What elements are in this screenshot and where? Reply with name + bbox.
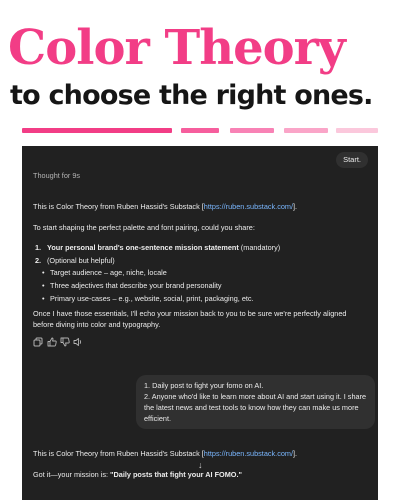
thumbs-up-icon[interactable] bbox=[47, 337, 57, 347]
bullet-item: • Target audience – age, niche, locale bbox=[42, 268, 167, 277]
mission-statement: "Daily posts that fight your AI FOMO." bbox=[110, 470, 242, 479]
palette-bar-2 bbox=[181, 128, 219, 133]
hero-title: Color Theory bbox=[8, 20, 345, 76]
substack-link[interactable]: https://ruben.substack.com/ bbox=[203, 202, 294, 211]
question-2-number: 2. bbox=[35, 256, 42, 265]
bullet-text: Three adjectives that describe your brand personality bbox=[50, 281, 222, 290]
intro-text-end: ]. bbox=[293, 449, 298, 458]
question-2 bbox=[35, 255, 370, 266]
mission-text: Got it—your mission is: bbox=[33, 470, 111, 479]
question-2-text: (Optional but helpful) bbox=[47, 256, 115, 265]
substack-link[interactable]: https://ruben.substack.com/ bbox=[203, 449, 294, 458]
bullet-item: • Primary use-cases – e.g., website, social, print, packaging, etc. bbox=[42, 294, 254, 303]
hero-subtitle: to choose the right ones. bbox=[10, 80, 373, 111]
copy-icon[interactable] bbox=[33, 337, 43, 347]
question-1-bold: Your personal brand's one-sentence mission statement bbox=[47, 243, 239, 252]
palette-bar-4 bbox=[284, 128, 328, 133]
speaker-icon[interactable] bbox=[73, 337, 83, 347]
bullet-item: • Three adjectives that describe your brand personality bbox=[42, 281, 222, 290]
intro-text-end: ]. bbox=[293, 202, 298, 211]
palette-bar-5 bbox=[336, 128, 378, 133]
bullet-text: Target audience – age, niche, locale bbox=[50, 268, 167, 277]
thumbs-down-icon[interactable] bbox=[60, 337, 70, 347]
intro-text: This is Color Theory from Ruben Hassid's Substack [ bbox=[33, 202, 204, 211]
intro-paragraph bbox=[33, 201, 368, 212]
thought-label[interactable]: Thought for 9s bbox=[33, 171, 81, 180]
shaping-paragraph: To start shaping the perfect palette and font pairing, could you share: bbox=[33, 223, 255, 232]
palette-bar-1 bbox=[22, 128, 172, 133]
intro-paragraph-2 bbox=[33, 448, 368, 459]
bullet-text: Primary use-cases – e.g., website, social, print, packaging, etc. bbox=[50, 294, 254, 303]
user-message-line-1: 1. Daily post to fight your fomo on AI. bbox=[144, 381, 264, 390]
start-message-bubble: Start. bbox=[336, 152, 368, 168]
question-1 bbox=[35, 242, 370, 253]
echo-paragraph: Once I have those essentials, I'll echo your mission back to you to be sure we're perfectly aligned before diving into color and typography. bbox=[33, 309, 347, 329]
question-1-number: 1. bbox=[35, 243, 42, 252]
chat-window bbox=[22, 146, 378, 500]
user-message-bubble bbox=[136, 375, 375, 429]
scroll-down-icon[interactable]: ↓ bbox=[198, 460, 203, 470]
user-message-line-2: 2. Anyone who'd like to learn more about AI and start using it. I share the latest news and test tools to know how they can make us more efficient. bbox=[144, 392, 367, 423]
palette-bar-3 bbox=[230, 128, 274, 133]
question-1-rest: (mandatory) bbox=[238, 243, 281, 252]
intro-text: This is Color Theory from Ruben Hassid's Substack [ bbox=[33, 449, 204, 458]
